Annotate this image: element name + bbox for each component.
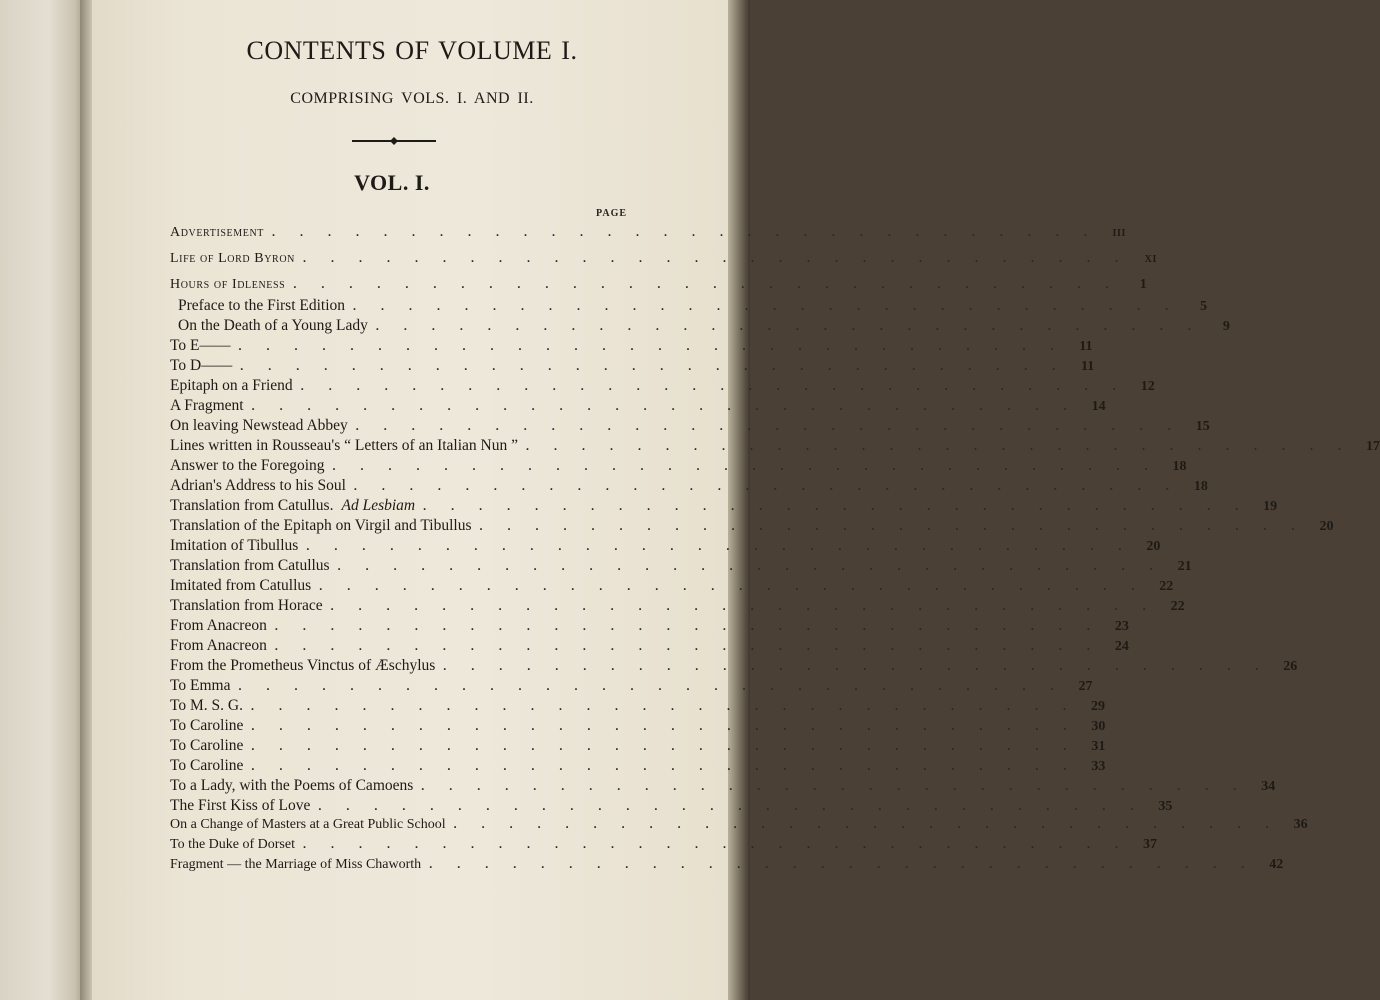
- toc-entry-title: To the Duke of Dorset: [170, 837, 295, 852]
- toc-entry: [170, 557, 1192, 577]
- dot-leader: . . . . . . . . . . . . . . . . . . . . . . . . . . . . . .: [238, 339, 1065, 353]
- toc-entry: [170, 817, 1308, 837]
- toc-entry-page-number: 12: [1140, 379, 1155, 394]
- toc-entry: [170, 357, 1095, 377]
- toc-entry: [178, 297, 1208, 317]
- dot-leader: . . . . . . . . . . . . . . . . . . . . . . . . . . . . . .: [302, 251, 1129, 265]
- toc-entry-title: From Anacreon: [170, 637, 267, 654]
- toc-entry-page-number: 27: [1078, 679, 1093, 694]
- toc-entry-title: To Emma: [170, 677, 231, 694]
- dot-leader: . . . . . . . . . . . . . . . . . . . . . . . . . . . . . .: [293, 277, 1120, 291]
- toc-entry-title: Imitated from Catullus: [170, 577, 312, 594]
- toc-entry: [170, 497, 1278, 517]
- toc-entry: [170, 251, 1157, 271]
- toc-entry-title: Preface to the First Edition: [178, 297, 346, 314]
- dot-leader: . . . . . . . . . . . . . . . . . . . . . . . . . . . . . .: [375, 319, 1202, 333]
- toc-entry-title: Answer to the Foregoing: [170, 457, 325, 474]
- dot-leader: . . . . . . . . . . . . . . . . . . . . . . . . . . . . . .: [274, 619, 1101, 633]
- dot-leader: . . . . . . . . . . . . . . . . . . . . . . . . . . . . . .: [337, 559, 1164, 573]
- toc-entry-page-number: 1: [1139, 277, 1148, 292]
- toc-entry: [170, 657, 1298, 677]
- toc-entry: [170, 677, 1093, 697]
- toc-entry-title: Epitaph on a Friend: [170, 377, 293, 394]
- toc-entry-page-number: 31: [1091, 739, 1106, 754]
- toc-entry-page-number: 18: [1193, 479, 1208, 494]
- dot-leader: . . . . . . . . . . . . . . . . . . . . . . . . . . . . . .: [303, 837, 1129, 851]
- toc-entry: [170, 617, 1129, 637]
- toc-entry: [170, 777, 1276, 797]
- dot-leader: . . . . . . . . . . . . . . . . . . . . . . . . . . . . . .: [271, 225, 1098, 239]
- toc-entry-title: Translation of the Epitaph on Virgil and Tibullus: [170, 517, 472, 534]
- toc-entry-page-number: iii: [1112, 225, 1126, 240]
- toc-entry-title: Adrian's Address to his Soul: [170, 477, 346, 494]
- toc-entry-title: From the Prometheus Vinctus of Æschylus: [170, 657, 436, 674]
- dot-leader: . . . . . . . . . . . . . . . . . . . . . . . . . . . . . .: [251, 739, 1078, 753]
- toc-entry-page-number: 33: [1091, 759, 1106, 774]
- toc-entry-title: To M. S. G.: [170, 697, 243, 714]
- page-title: CONTENTS OF VOLUME I.: [246, 36, 578, 65]
- toc-entry-page-number: 37: [1143, 837, 1157, 852]
- toc-entry-title: Imitation of Tibullus: [170, 537, 299, 554]
- toc-entry: [170, 337, 1093, 357]
- dot-leader: . . . . . . . . . . . . . . . . . . . . . . . . . . . . . .: [274, 639, 1101, 653]
- toc-entry-page-number: 21: [1177, 559, 1192, 574]
- toc-entry: [170, 837, 1157, 857]
- toc-entry: [170, 597, 1185, 617]
- dot-leader: . . . . . . . . . . . . . . . . . . . . . . . . . . . . . .: [423, 499, 1250, 513]
- dot-leader: . . . . . . . . . . . . . . . . . . . . . . . . . . . . . .: [240, 359, 1067, 373]
- toc-entry-page-number: 17: [1366, 439, 1380, 454]
- dot-leader: . . . . . . . . . . . . . . . . . . . . . . . . . . . . . .: [429, 857, 1256, 871]
- dot-leader: . . . . . . . . . . . . . . . . . . . . . . . . . . . . . .: [443, 659, 1270, 673]
- toc-entry-page-number: xi: [1144, 251, 1157, 266]
- left-page: [0, 0, 88, 1000]
- toc-entry-title: Translation from Horace: [170, 597, 323, 614]
- toc-entry: [170, 797, 1173, 817]
- toc-entry-page-number: 36: [1293, 817, 1308, 832]
- toc-entry-title: To Caroline: [170, 717, 244, 734]
- toc-entry: [170, 637, 1129, 657]
- toc-entry-page-number: 22: [1170, 599, 1185, 614]
- toc-entry: [170, 697, 1105, 717]
- toc-entry-page-number: 20: [1319, 519, 1334, 534]
- dot-leader: . . . . . . . . . . . . . . . . . . . . . . . . . . . . . .: [251, 719, 1078, 733]
- toc-entry-title: To Caroline: [170, 757, 244, 774]
- toc-entry-page-number: 23: [1114, 619, 1129, 634]
- toc-entry-title: Lines written in Rousseau's “ Letters of an Italian Nun ”: [170, 437, 519, 454]
- toc-entry-page-number: 11: [1080, 359, 1095, 374]
- dot-leader: . . . . . . . . . . . . . . . . . . . . . . . . . . . . . .: [421, 779, 1248, 793]
- dot-leader: . . . . . . . . . . . . . . . . . . . . . . . . . . . . . .: [250, 699, 1077, 713]
- dot-leader: . . . . . . . . . . . . . . . . . . . . . . . . . . . . . .: [238, 679, 1065, 693]
- toc-entry-page-number: 9: [1222, 319, 1230, 334]
- toc-entry-page-number: 11: [1079, 339, 1093, 354]
- dot-leader: . . . . . . . . . . . . . . . . . . . . . . . . . . . . . .: [453, 817, 1280, 831]
- toc-entry-title: On a Change of Masters at a Great Public School: [170, 817, 446, 832]
- toc-entry-page-number: 15: [1195, 419, 1210, 434]
- contents-page: [92, 0, 1380, 1000]
- page-column-label: PAGE: [596, 208, 628, 219]
- toc-entry: [170, 377, 1155, 397]
- toc-entry: [178, 317, 1230, 337]
- toc-entry-title: Translation from Catullus: [170, 557, 330, 574]
- toc-entry-title: On leaving Newstead Abbey: [170, 417, 348, 434]
- dot-leader: . . . . . . . . . . . . . . . . . . . . . . . . . . . . . .: [306, 539, 1133, 553]
- toc-entry-title: To Caroline: [170, 737, 244, 754]
- toc-entry-page-number: 19: [1263, 499, 1278, 514]
- toc-entry-title: On the Death of a Young Lady: [178, 317, 368, 334]
- toc-entry-page-number: 42: [1269, 857, 1284, 872]
- toc-entry-title: To E——: [170, 337, 231, 354]
- dot-leader: . . . . . . . . . . . . . . . . . . . . . . . . . . . . . .: [479, 519, 1306, 533]
- toc-entry: [170, 857, 1284, 877]
- toc-entry-title: Translation from Catullus.: [170, 497, 334, 514]
- toc-entry-title: From Anacreon: [170, 617, 267, 634]
- toc-entry-page-number: 35: [1158, 799, 1173, 814]
- toc-entry: [170, 577, 1174, 597]
- dot-leader: . . . . . . . . . . . . . . . . . . . . . . . . . . . . . .: [300, 379, 1127, 393]
- toc-entry: [170, 517, 1334, 537]
- toc-entry: [170, 537, 1161, 557]
- dot-leader: . . . . . . . . . . . . . . . . . . . . . . . . . . . . . .: [353, 479, 1180, 493]
- toc-entry-title: To a Lady, with the Poems of Camoens: [170, 777, 414, 794]
- toc-entry: [170, 277, 1148, 297]
- toc-entry: [170, 417, 1210, 437]
- toc-entry-page-number: 30: [1091, 719, 1106, 734]
- dot-leader: . . . . . . . . . . . . . . . . . . . . . . . . . . . . . .: [332, 459, 1159, 473]
- toc-entry-page-number: 24: [1114, 639, 1129, 654]
- toc-entry-title: The First Kiss of Love: [170, 797, 311, 814]
- dot-leader: . . . . . . . . . . . . . . . . . . . . . . . . . . . . . .: [318, 799, 1145, 813]
- toc-entry-page-number: 18: [1172, 459, 1187, 474]
- toc-entry-page-number: 34: [1261, 779, 1276, 794]
- toc-entry-title: A Fragment: [170, 397, 244, 414]
- dot-leader: . . . . . . . . . . . . . . . . . . . . . . . . . . . . . .: [353, 299, 1180, 313]
- toc-entry: [170, 457, 1187, 477]
- dot-leader: . . . . . . . . . . . . . . . . . . . . . . . . . . . . . .: [251, 759, 1078, 773]
- toc-entry: [170, 757, 1106, 777]
- page-subtitle: COMPRISING VOLS. I. AND II.: [290, 90, 534, 107]
- dot-leader: . . . . . . . . . . . . . . . . . . . . . . . . . . . . . .: [319, 579, 1146, 593]
- toc-entry-title: To D——: [170, 357, 233, 374]
- toc-entry-title: Hours of Idleness: [170, 277, 286, 292]
- toc-entry: [170, 717, 1106, 737]
- dot-leader: . . . . . . . . . . . . . . . . . . . . . . . . . . . . . .: [251, 399, 1078, 413]
- dot-leader: . . . . . . . . . . . . . . . . . . . . . . . . . . . . . .: [355, 419, 1182, 433]
- toc-entry: [170, 477, 1208, 497]
- toc-entry: [170, 737, 1106, 757]
- table-of-contents: [92, 0, 1380, 1000]
- toc-entry-page-number: 22: [1159, 579, 1174, 594]
- toc-entry-page-number: 14: [1091, 399, 1106, 414]
- toc-entry-page-number: 5: [1200, 299, 1208, 314]
- toc-entry-title-italic: Ad Lesbiam: [341, 497, 416, 514]
- toc-entry: [170, 225, 1126, 245]
- toc-entry: [170, 397, 1106, 417]
- toc-entry-page-number: 26: [1283, 659, 1298, 674]
- toc-entry-title: Fragment — the Marriage of Miss Chaworth: [170, 857, 422, 872]
- dot-leader: . . . . . . . . . . . . . . . . . . . . . . . . . . . . . .: [526, 439, 1353, 453]
- toc-entry-title: Life of Lord Byron: [170, 251, 295, 266]
- toc-entry-title: Advertisement: [170, 225, 264, 240]
- dot-leader: . . . . . . . . . . . . . . . . . . . . . . . . . . . . . .: [330, 599, 1157, 613]
- volume-heading: VOL. I.: [354, 170, 430, 195]
- toc-entry-page-number: 29: [1090, 699, 1105, 714]
- toc-entry: [170, 437, 1380, 457]
- toc-entry-page-number: 20: [1146, 539, 1161, 554]
